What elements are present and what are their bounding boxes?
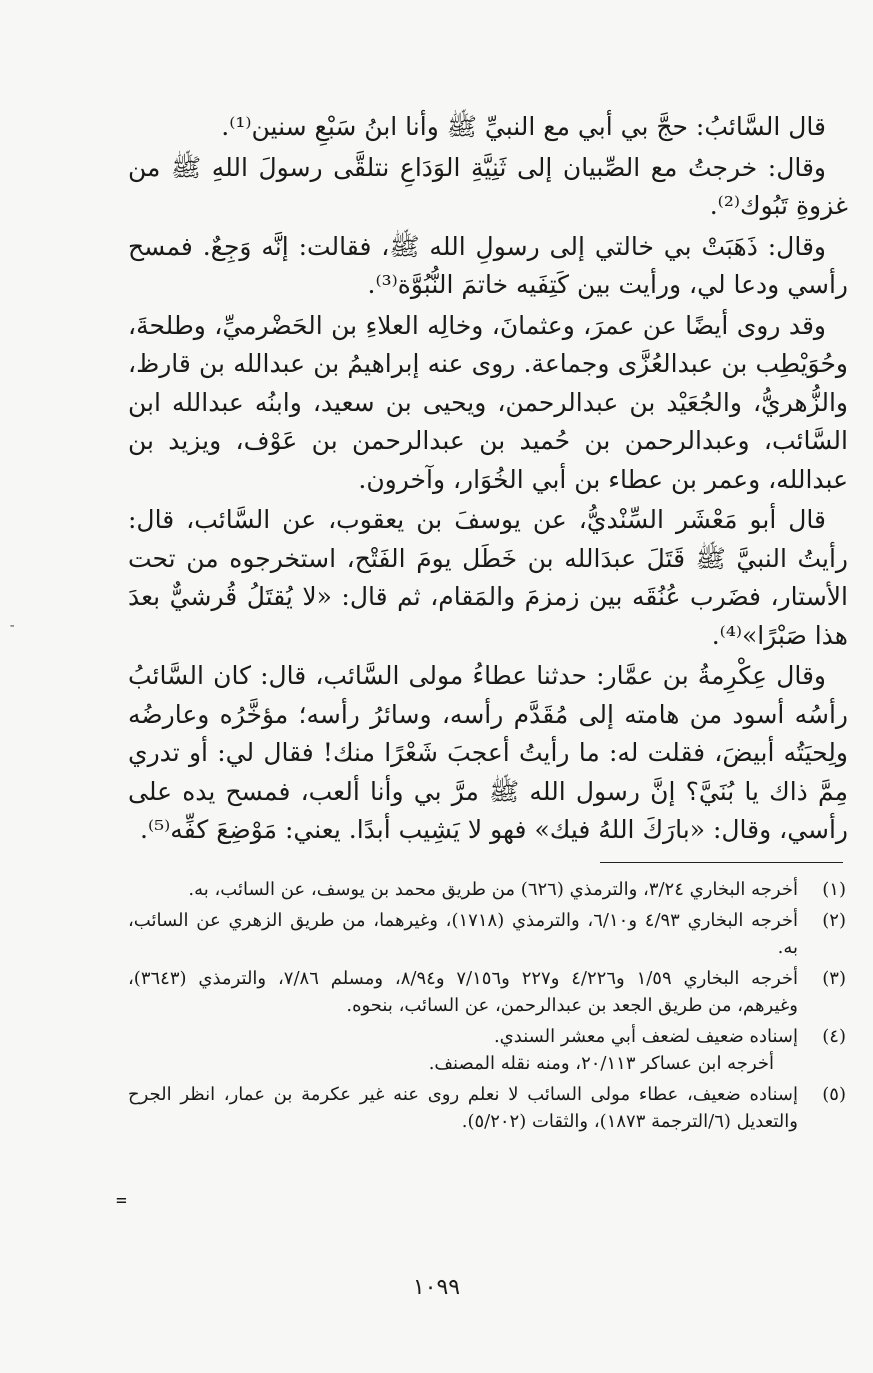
paragraph-6: وقال عِكْرِمةُ بن عمَّار: حدثنا عطاءُ مولى السَّائب، قال: كان السَّائبُ رأسُه أسود من هامته إلى مُقَدَّم رأسه، وسائرُ رأسه؛ مؤخَّرُه وعارضُه ولِحيَتُه أبيضَ، فقلت له: ما رأيتُ أعجبَ شَعْرًا منك! فقال لي: أو تدري مِمَّ ذاك يا بُنَيَّ؟ إنَّ رسول الله ﷺ مرَّ بي وأنا ألعب، فمسح يده على رأسي، وقال: «بارَكَ اللهُ فيك» فهو لا يَشِيب أبدًا. يعني: مَوْضِعَ كفِّه⁽⁵⁾.: [128, 661, 848, 844]
footnote-divider: [600, 862, 843, 863]
paragraph-4: وقد روى أيضًا عن عمرَ، وعثمانَ، وخالِه العلاءِ بن الحَضْرميِّ، وطلحةَ، وحُوَيْطِب بن عبدالعُزَّى وجماعة. روى عنه إبراهيمُ بن عبدالله بن قارظ، والزُّهريُّ، والجُعَيْد بن عبدالرحمن، ويحيى بن سعيد، وابنُه عبدالله ابن السَّائب، وعبدالرحمن بن حُميد بن عبدالرحمن بن عَوْف، ويزيد بن عبدالله، وعمر بن عطاء بن أبي الخُوَار، وآخرون.: [128, 310, 848, 494]
footnote-subtext: أخرجه ابن عساكر ٢٠/١١٣، ومنه نقله المصنف.: [428, 1053, 774, 1074]
footnote-text: أخرجه البخاري ٣/٢٤، والترمذي (٦٢٦) من طريق محمد بن يوسف، عن السائب، به.: [188, 879, 798, 900]
footnote-4: [128, 1023, 846, 1078]
footnote-1: [128, 876, 846, 904]
footnote-3: [128, 965, 846, 1020]
footnote-5: [128, 1081, 846, 1136]
paragraph-1: قال السَّائبُ: حجَّ بي أبي مع النبيِّ ﷺ وأنا ابنُ سَبْعِ سنين⁽¹⁾.: [221, 112, 826, 141]
footnote-text: إسناده ضعيف لضعف أبي معشر السندي.: [493, 1025, 798, 1047]
paragraph-5: قال أبو مَعْشَر السِّنْديُّ، عن يوسفَ بن يعقوب، عن السَّائب، قال: رأيتُ النبيَّ ﷺ قَتَلَ عبدَالله بن خَطَل يومَ الفَتْح، استخرجوه من تحت الأستار، فضَرب عُنُقَه بين زمزمَ والمَقام، ثم قال: «لا يُقتَلُ قُرشيٌّ بعدَ هذا صَبْرًا»⁽⁴⁾.: [128, 505, 848, 650]
paragraph-2: وقال: خرجتُ مع الصِّبيان إلى ثَنِيَّةِ الوَدَاعِ نتلقَّى رسولَ اللهِ ﷺ من غزوةِ تَبُوك⁽²⁾.: [128, 152, 848, 220]
footnote-text-group: [128, 1023, 798, 1078]
footnote-number: (٤): [822, 1025, 846, 1047]
footnote-number: (١): [822, 879, 846, 900]
paragraph-3: وقال: ذَهَبَتْ بي خالتي إلى رسولِ الله ﷺ، فقالت: إنَّه وَجِعٌ. فمسح رأسي ودعا لي، ورأيت بين كَتِفَيه خاتمَ النُّبُوَّة⁽³⁾.: [128, 231, 848, 299]
footnotes: [128, 876, 846, 1139]
footnote-text: إسناده ضعيف، عطاء مولى السائب لا نعلم روى عنه غير عكرمة بن عمار، انظر الجرح والتعديل (٦/الترجمة ١٨٧٣)، والثقات (٥/٢٠٢).: [128, 1083, 798, 1132]
edge-mark: -: [8, 618, 17, 634]
continuation-mark: =: [116, 1190, 127, 1211]
footnote-text: أخرجه البخاري ١/٥٩ و٤/٢٢٦ و٢٢٧ و٧/١٥٦ و٨/٩٤، ومسلم ٧/٨٦، والترمذي (٣٦٤٣)، وغيرهم، من طريق الجعد بن عبدالرحمن، عن السائب، بنحوه.: [128, 967, 799, 1016]
footnote-2: [128, 907, 846, 962]
main-text: [128, 108, 848, 852]
footnote-number: (٥): [822, 1083, 846, 1105]
footnote-number: (٢): [822, 909, 846, 931]
page-number: ١٠٩٩: [412, 1275, 461, 1300]
footnote-text: أخرجه البخاري ٤/٩٣ و٦/١٠، والترمذي (١٧١٨)، وغيرهما، من طريق الزهري عن السائب، به.: [128, 909, 798, 958]
footnote-number: (٣): [822, 967, 846, 989]
